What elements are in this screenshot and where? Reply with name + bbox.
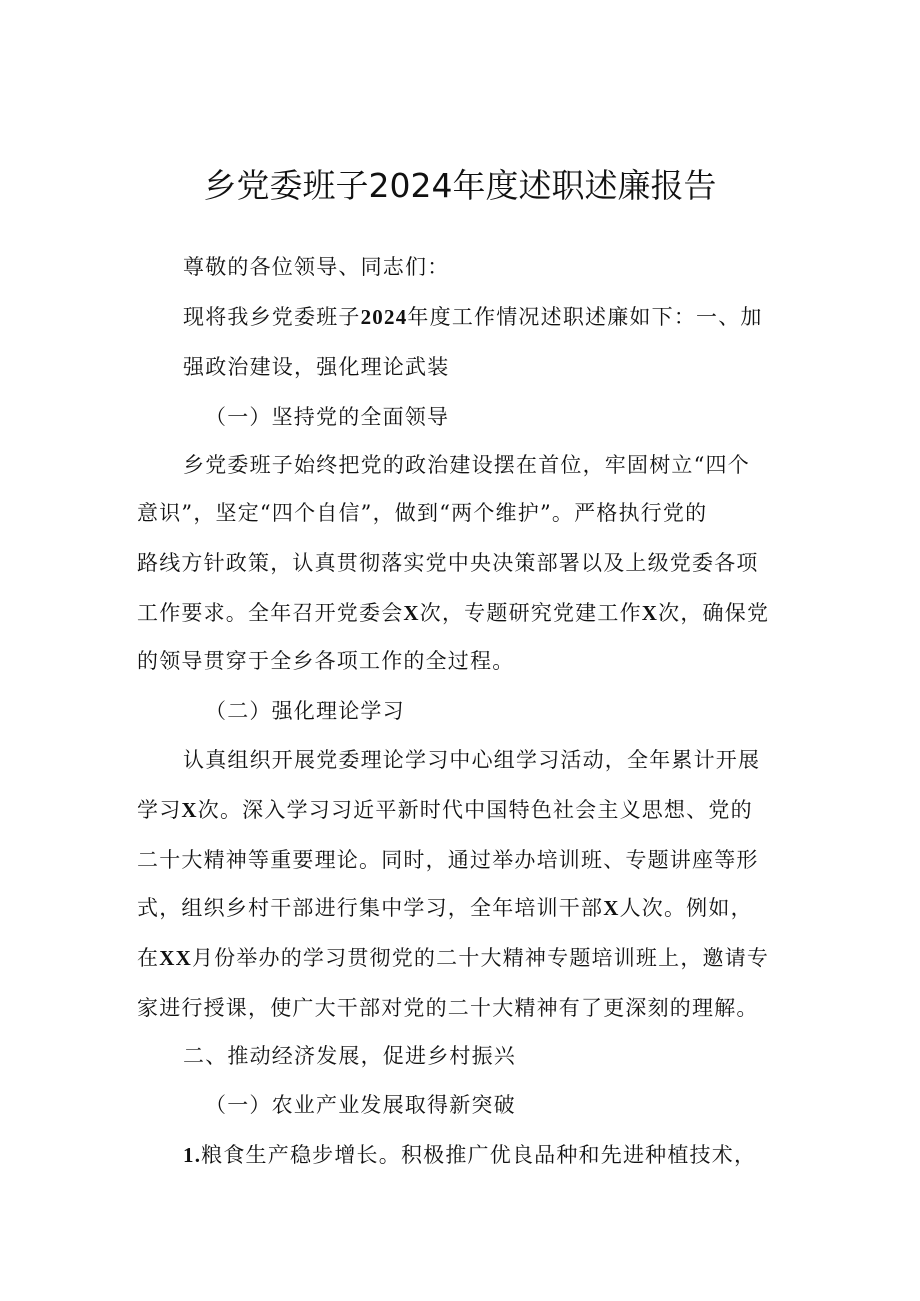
para3-text: 粮食生产稳步增长。积极推广优良品种和先进种植技术，	[201, 1143, 757, 1167]
para1-text-e: 次，确保党	[658, 601, 770, 625]
subheading-1-1: （一）坚持党的全面领导	[205, 405, 450, 429]
para1-count-b: X	[641, 601, 659, 625]
document-title: 乡党委班子2024年度述职述廉报告	[203, 166, 717, 205]
para1-text-a: 工作要求。全年召开党委会	[137, 601, 404, 625]
intro-text: 现将我乡党委班子	[183, 305, 361, 329]
para2-count-b: X	[603, 896, 620, 920]
subheading-1-2: （二）强化理论学习	[205, 699, 405, 723]
para1-text-c: 次，专题研究党建工作	[419, 601, 642, 625]
para2-line-2	[137, 795, 797, 825]
para2-text-c: 次。深入学习习近平新时代中国特色社会主义思想、党的	[197, 798, 753, 822]
para2-month: XX	[159, 946, 192, 970]
subheading-2-1: （一）农业产业发展取得新突破	[205, 1093, 516, 1117]
intro-line-2: 强政治建设，强化理论武装	[183, 355, 450, 379]
para2-line-6: 家进行授课，使广大干部对党的二十大精神有了更深刻的理解。	[137, 996, 759, 1020]
para2-text-d: 式，组织乡村干部进行集中学习，全年培训干部	[137, 896, 604, 920]
salutation: 尊敬的各位领导、同志们：	[183, 255, 450, 279]
para2-line-4	[137, 893, 797, 923]
para2-count-a: X	[181, 798, 198, 822]
para2-text-a: 学习	[137, 798, 182, 822]
intro-line-1	[183, 302, 843, 332]
para1-count-a: X	[403, 601, 420, 625]
intro-text-rest: 年度工作情况述职述廉如下：一、加	[407, 305, 763, 329]
para2-text-i: 月份举办的学习贯彻党的二十大精神专题培训班上，邀请专	[191, 946, 770, 970]
intro-year: 2024	[360, 305, 408, 329]
para2-text-g: 在	[137, 946, 160, 970]
para1-line-5: 的领导贯穿于全乡各项工作的全过程。	[137, 649, 515, 673]
para1-line-4	[137, 598, 797, 628]
para2-line-5	[137, 943, 797, 973]
para1-line-2: 意识”，坚定“四个自信”，做到“两个维护”。严格执行党的	[137, 501, 708, 525]
section-2-heading: 二、推动经济发展，促进乡村振兴	[183, 1044, 516, 1068]
para2-line-3: 二十大精神等重要理论。同时，通过举办培训班、专题讲座等形	[137, 848, 759, 872]
para1-line-1: 乡党委班子始终把党的政治建设摆在首位，牢固树立“四个	[183, 453, 750, 477]
para3-number: 1.	[183, 1143, 202, 1167]
para3-line-1	[183, 1140, 843, 1170]
para2-line-1: 认真组织开展党委理论学习中心组学习活动，全年累计开展	[183, 748, 761, 772]
para1-line-3: 路线方针政策，认真贯彻落实党中央决策部署以及上级党委各项	[137, 551, 759, 575]
para2-text-f: 人次。例如，	[619, 896, 753, 920]
